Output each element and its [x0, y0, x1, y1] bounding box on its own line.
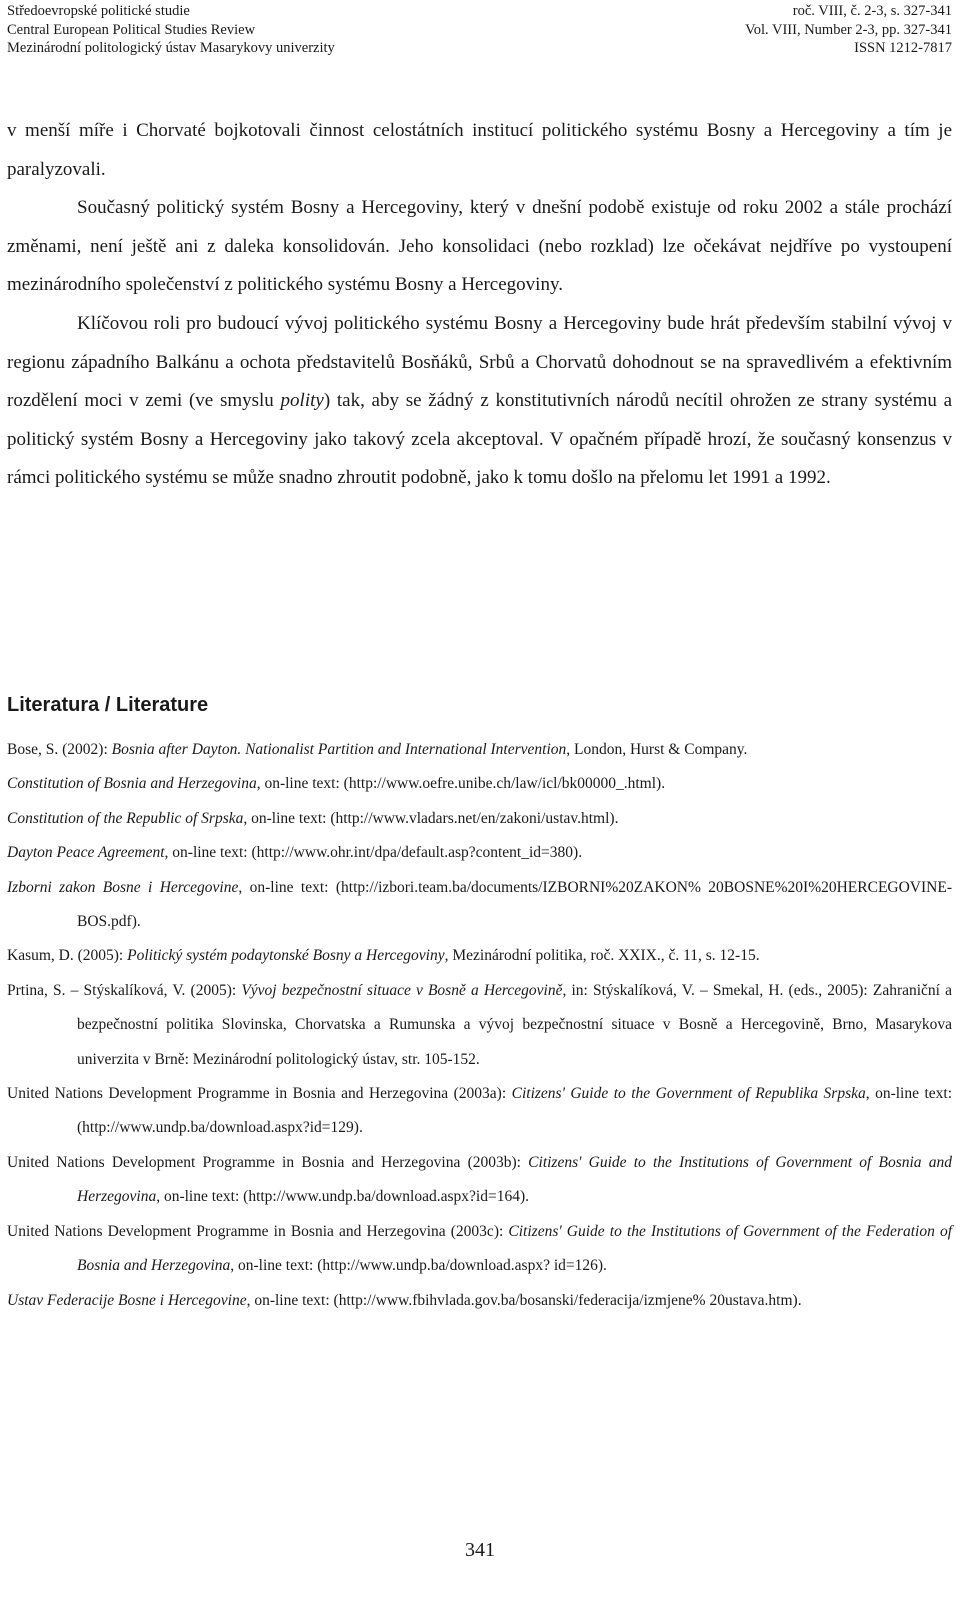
publisher-name: Mezinárodní politologický ústav Masarykovy univerzity [7, 40, 335, 56]
reference-item [7, 733, 952, 767]
reference-item [7, 939, 952, 973]
journal-name-en: Central European Political Studies Review [7, 21, 256, 38]
reference-details: , on-line text: (http://www.undp.ba/download.aspx?id=164). [156, 1188, 529, 1206]
paragraph-text: ) tak, aby se žádný z konstitutivních národů necítil ohrožen ze strany systému a politický systém Bosny a Hercegoviny jako takový zcela akceptoval. V opačném případě hrozí, že současný konsenzus v rámci politického systému se může snadno zhroutit podobně, jako k tomu došlo na přelomu let 1991 a 1992. [7, 390, 952, 489]
reference-authors: Kasum, D. (2005): [7, 947, 128, 965]
reference-item [7, 1284, 952, 1318]
reference-title: Politický systém podaytonské Bosny a Hercegoviny [127, 947, 445, 965]
reference-details: , on-line text: (http://izbori.team.ba/documents/IZBORNI%20ZAKON% 20BOSNE%20I%20HERCEGOVINE-BOS.pdf). [77, 878, 952, 931]
header-row [7, 39, 952, 58]
reference-item [7, 1077, 952, 1146]
reference-item [7, 871, 952, 940]
reference-item [7, 767, 952, 801]
header-row [7, 2, 952, 21]
reference-authors: Prtina, S. – Stýskalíková, V. (2005): [7, 981, 242, 999]
reference-details: , in: Stýskalíková, V. – Smekal, H. (eds., 2005): Zahraniční a bezpečnostní politika Slovinska, Chorvatska a Rumunska a vývoj bezpečnostní situace v Bosně a Hercegovině, Brno, Masarykova univerzita v Brně: Mezinárodní politologický ústav, str. 105-152. [77, 981, 952, 1068]
reference-details: , London, Hurst & Company. [566, 741, 748, 758]
page-number: 341 [465, 1539, 495, 1561]
paragraph: v menší míře i Chorvaté bojkotovali činnost celostátních institucí politického systému Bosny a Hercegoviny a tím je paralyzovali. [7, 120, 952, 180]
reference-item [7, 1215, 952, 1284]
header-row [7, 21, 952, 40]
reference-details: , on-line text: (http://www.fbihvlada.gov.ba/bosanski/federacija/izmjene% 20ustava.htm). [246, 1291, 802, 1309]
reference-authors: United Nations Development Programme in Bosnia and Herzegovina (2003b): [7, 1153, 529, 1171]
reference-list [7, 733, 952, 1318]
reference-item [7, 802, 952, 836]
reference-authors: Bose, S. (2002): [7, 741, 112, 758]
reference-title: Vývoj bezpečnostní situace v Bosně a Hercegovině [241, 981, 563, 999]
reference-details: , on-line text: (http://www.vladars.net/en/zakoni/ustav.html). [243, 809, 619, 827]
paragraph-text: Klíčovou roli pro budoucí vývoj politického systému Bosny a Hercegoviny bude hrát především stabilní vývoj v regionu západního Balkánu a ochota představitelů Bosňáků, Srbů a Chorvatů dohodnout se na spravedlivém a efektivním rozdělení moci v zemi (ve smyslu [7, 312, 952, 412]
reference-title: Bosnia after Dayton. Nationalist Partition and International Intervention [111, 741, 567, 758]
reference-details: , on-line text: (http://www.ohr.int/dpa/default.asp?content_id=380). [164, 844, 583, 862]
reference-details: , on-line text: (http://www.oefre.unibe.ch/law/icl/bk00000_.html). [256, 775, 666, 793]
reference-authors: United Nations Development Programme in Bosnia and Herzegovina (2003a): [7, 1085, 512, 1103]
reference-title: Dayton Peace Agreement [7, 844, 165, 862]
reference-item [7, 1146, 952, 1215]
reference-details: , on-line text: (http://www.undp.ba/download.aspx? id=126). [230, 1257, 607, 1275]
reference-title: Citizens' Guide to the Government of Republika Srpska [511, 1085, 866, 1103]
paragraph [7, 305, 952, 498]
paragraph-emphasis: polity [280, 390, 324, 412]
journal-name-cz: Středoevropské politické studie [7, 3, 190, 19]
reference-title: Constitution of Bosnia and Herzegovina [7, 775, 257, 793]
reference-details: , Mezinárodní politika, roč. XXIX., č. 11, s. 12-15. [444, 947, 760, 965]
volume-info-en: Vol. VIII, Number 2-3, pp. 327-341 [745, 21, 952, 38]
reference-title: Citizens' Guide to the Institutions of Government of the Federation of Bosnia and Herzegovina [77, 1222, 952, 1275]
reference-item [7, 836, 952, 870]
body-text [7, 112, 952, 498]
reference-authors: United Nations Development Programme in Bosnia and Herzegovina (2003c): [7, 1222, 509, 1240]
paragraph: Současný politický systém Bosny a Hercegoviny, který v dnešní podobě existuje od roku 2002 a stále prochází změnami, není ještě ani z daleka konsolidován. Jeho konsolidaci (nebo rozklad) lze očekávat nejdříve po vystoupení mezinárodního společenství z politického systému Bosny a Hercegoviny. [7, 197, 952, 296]
reference-title: Citizens' Guide to the Institutions of Government of Bosnia and Herzegovina [77, 1153, 952, 1206]
journal-header [7, 2, 952, 58]
issn: ISSN 1212-7817 [854, 40, 952, 56]
reference-details: , on-line text: (http://www.undp.ba/download.aspx?id=129). [77, 1085, 953, 1137]
literature-heading: Literatura / Literature [7, 694, 209, 716]
reference-title: Izborni zakon Bosne i Hercegovine [7, 878, 239, 896]
reference-title: Ustav Federacije Bosne i Hercegovine [7, 1291, 247, 1309]
volume-info-cz: roč. VIII, č. 2-3, s. 327-341 [792, 3, 952, 19]
reference-title: Constitution of the Republic of Srpska [7, 809, 244, 827]
reference-item [7, 974, 952, 1077]
